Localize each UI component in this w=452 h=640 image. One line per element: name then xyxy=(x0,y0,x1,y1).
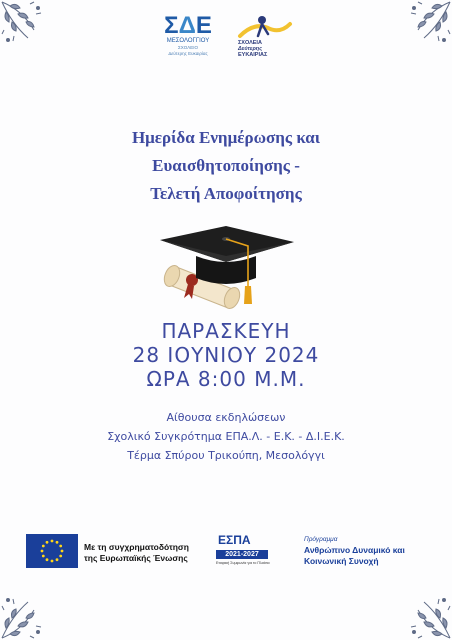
title-line2: Ευαισθητοποίησης - xyxy=(152,156,300,175)
sde-logo xyxy=(158,14,218,64)
title-line3: Τελετή Αποφοίτησης xyxy=(150,184,302,203)
program-name xyxy=(304,545,405,567)
event-venue xyxy=(0,408,452,465)
program-line2: Κοινωνική Συνοχή xyxy=(304,556,379,566)
espa-logo xyxy=(212,532,270,570)
sde-sub1: ΣΧΟΛΕΙΟ xyxy=(178,45,198,50)
eu-line2: της Ευρωπαϊκής Ένωσης xyxy=(84,553,188,563)
funding-footer xyxy=(26,532,426,572)
event-time: ΩΡΑ 8:00 Μ.Μ. xyxy=(146,367,306,391)
espa-name: ΕΣΠΑ xyxy=(218,533,251,547)
sxoleia-line1: ΣΧΟΛΕΙΑ xyxy=(238,40,262,46)
event-date xyxy=(0,319,452,391)
espa-sub: Εταιρική Συμφωνία για το Πλαίσιο xyxy=(216,561,270,565)
eu-line1: Με τη συγχρηματοδότηση xyxy=(84,542,189,552)
eu-flag-icon xyxy=(26,534,78,568)
event-full-date: 28 ΙΟΥΝΙΟΥ 2024 xyxy=(132,343,320,367)
sxoleia-line3: ΕΥΚΑΙΡΙΑΣ xyxy=(238,52,268,58)
venue-line2: Σχολικό Συγκρότημα ΕΠΑ.Λ. - Ε.Κ. - Δ.Ι.Ε.Κ. xyxy=(107,430,345,443)
program-line1: Ανθρώπινο Δυναμικό και xyxy=(304,545,405,555)
sxoleia-text xyxy=(238,40,267,58)
event-title xyxy=(60,124,392,208)
floral-corner-icon xyxy=(0,570,70,640)
program-label: Πρόγραμμα xyxy=(304,536,338,543)
floral-corner-icon xyxy=(382,570,452,640)
title-line1: Ημερίδα Ενημέρωσης και xyxy=(131,128,321,147)
event-day: ΠΑΡΑΣΚΕΥΗ xyxy=(161,319,291,343)
venue-line1: Αίθουσα εκδηλώσεων xyxy=(166,411,286,424)
sxoleia-logo xyxy=(232,14,294,64)
graduation-cap-icon xyxy=(156,226,296,316)
eu-funding-text xyxy=(84,542,189,564)
sde-mark: ΣΔΕ xyxy=(164,12,212,39)
venue-line3: Τέρμα Σπύρου Τρικούπη, Μεσολόγγι xyxy=(127,449,325,462)
sde-sub2: Δεύτερης Ευκαιρίας xyxy=(168,51,208,56)
sde-city: ΜΕΣΟΛΟΓΓΙΟΥ xyxy=(166,38,210,44)
sxoleia-line2: Δεύτερης xyxy=(238,46,263,52)
header-logos xyxy=(0,14,452,64)
espa-years: 2021-2027 xyxy=(216,550,268,559)
